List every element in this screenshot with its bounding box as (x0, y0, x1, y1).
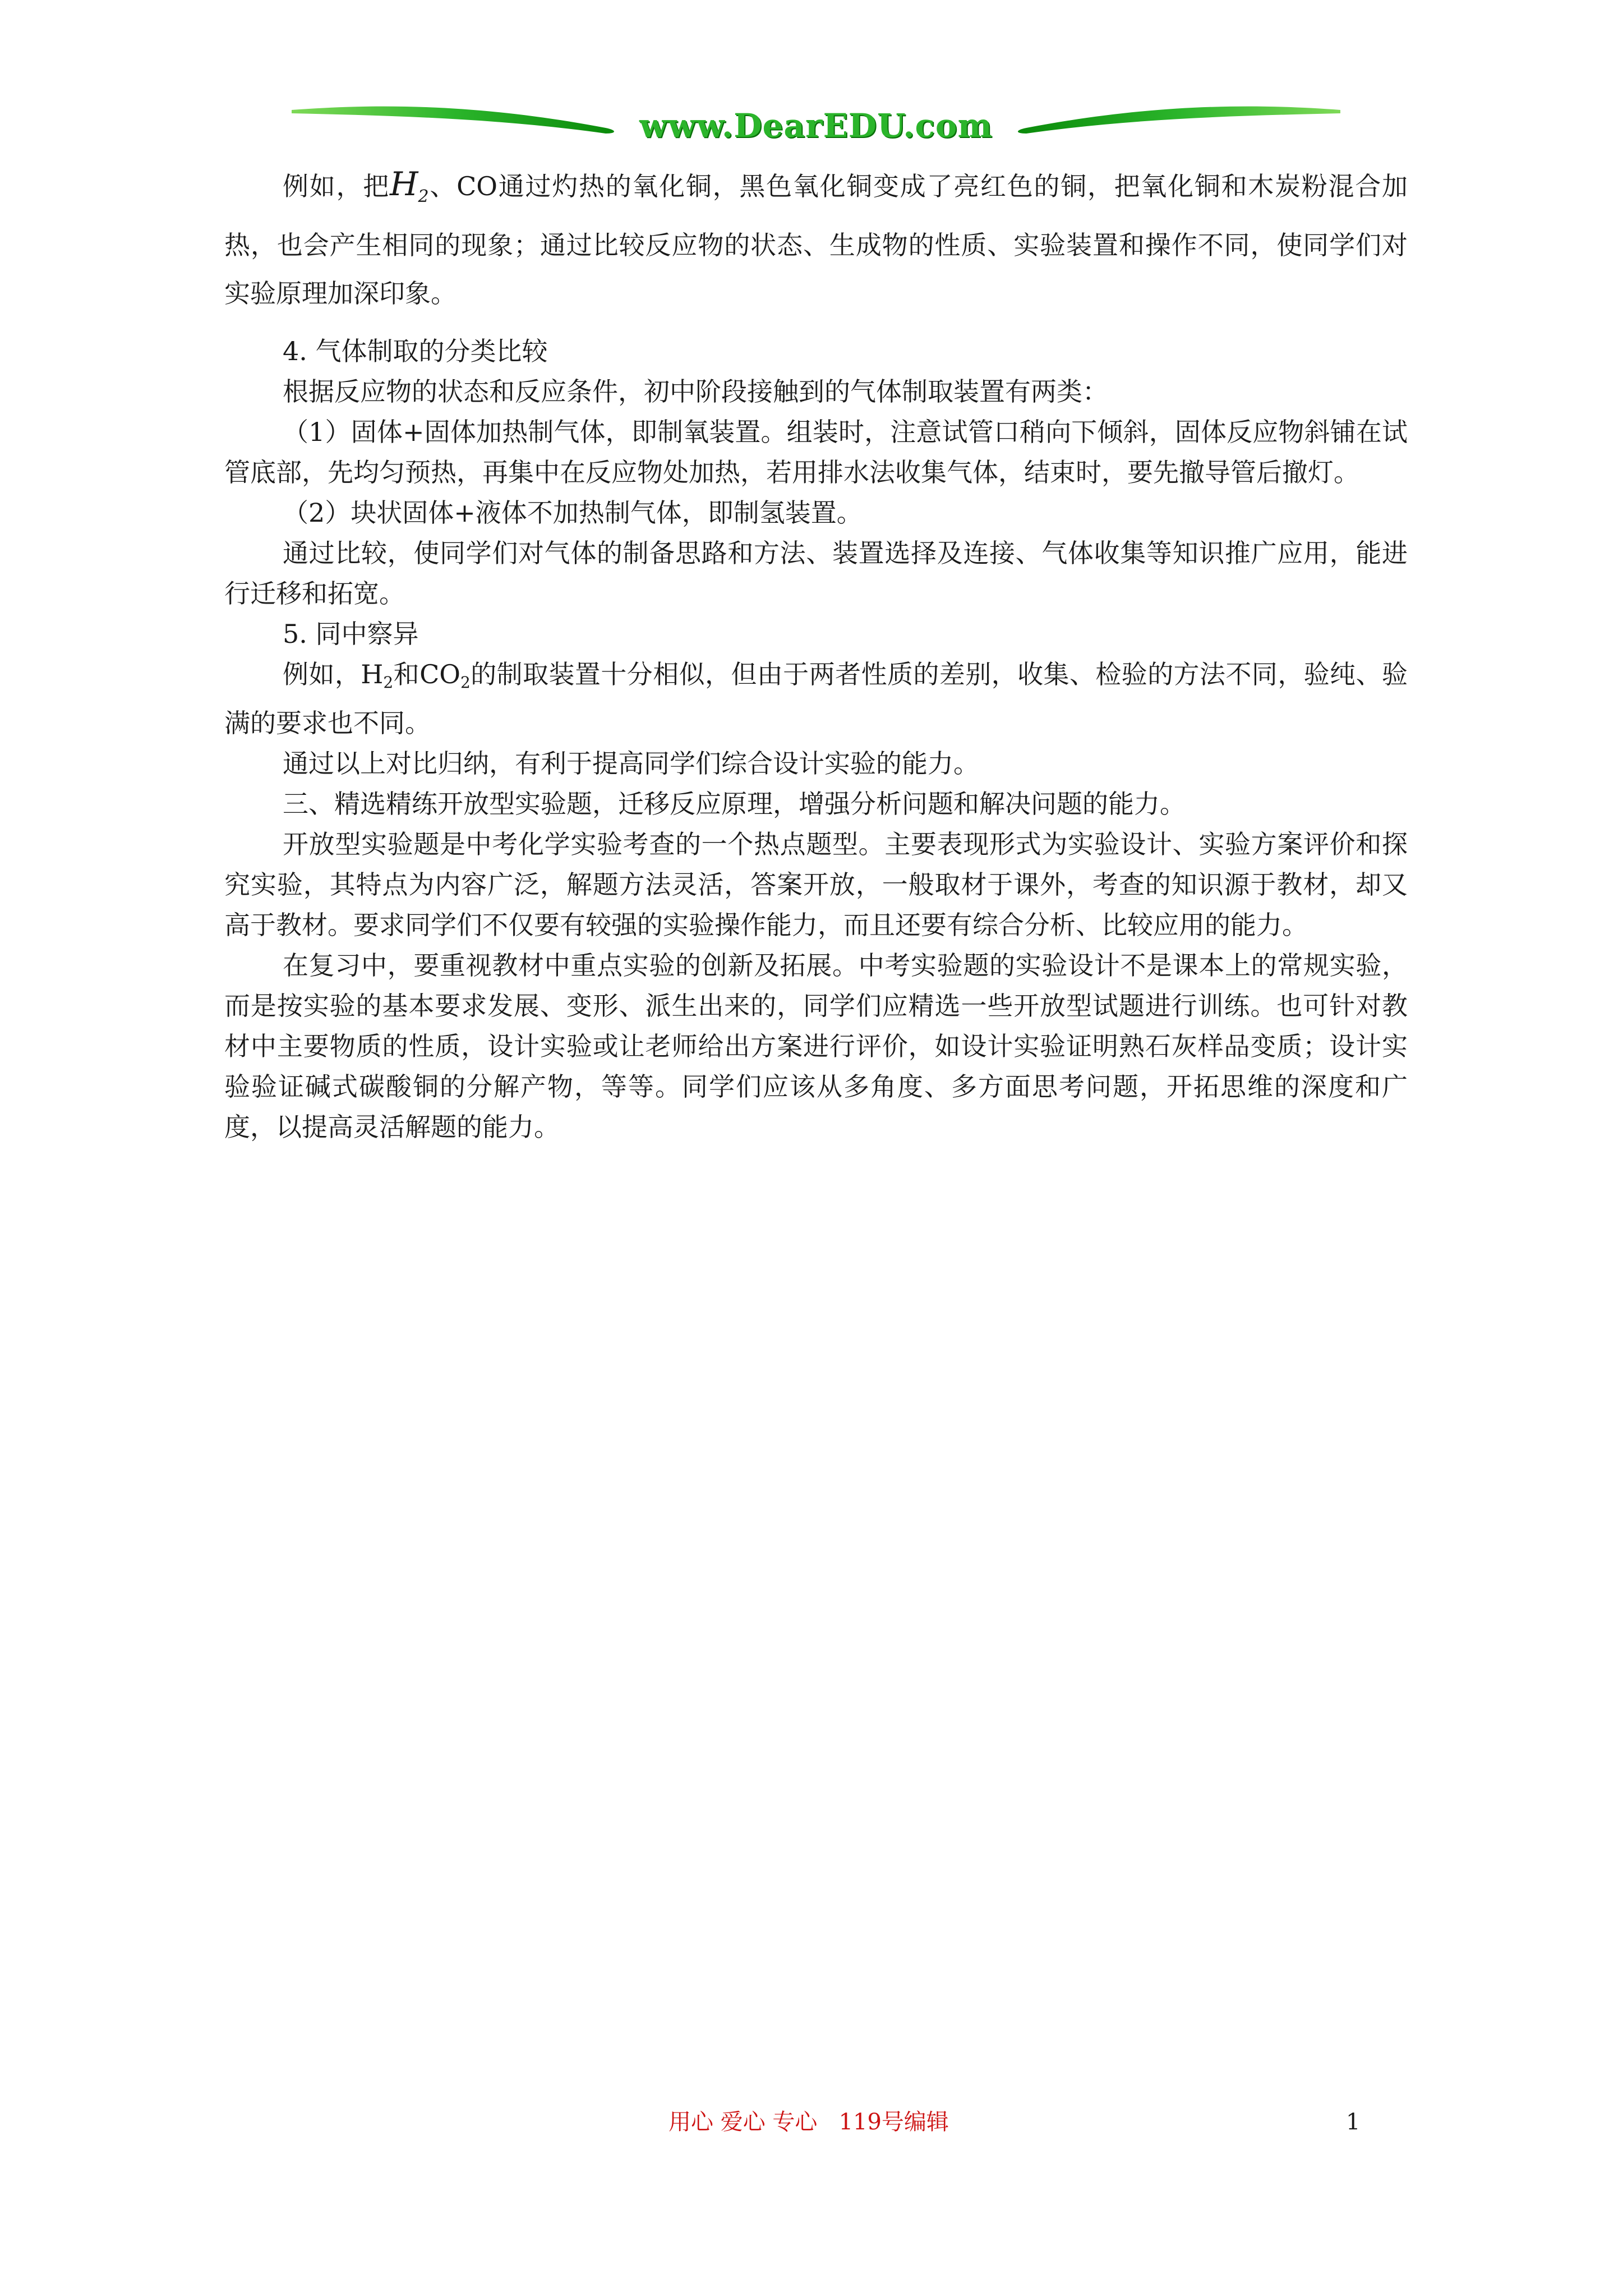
section-heading-3: 三、精选精练开放型实验题，迁移反应原理，增强分析问题和解决问题的能力。 (283, 789, 1186, 819)
paragraph: 通过以上对比归纳，有利于提高同学们综合设计实验的能力。 (283, 748, 979, 779)
header-banner (292, 101, 1340, 151)
paragraph: 根据反应物的状态和反应条件，初中阶段接触到的气体制取装置有两类： (283, 376, 1108, 407)
list-item-1: （1）固体+固体加热制气体，即制氧装置。组装时，注意试管口稍向下倾斜，固体反应物斜铺在试管底部，先均匀预热，再集中在反应物处加热，若用排水法收集气体，结束时，要先撤导管后撤灯。 (224, 417, 1408, 487)
paragraph-formulas: 例如，H2和CO2的制取装置十分相似，但由于两者性质的差别，收集、检验的方法不同，验纯、验满的要求也不同。 (224, 659, 1408, 738)
document-body (224, 160, 1408, 1147)
paragraph-intro: 例如，把$H_2$、CO通过灼热的氧化铜，黑色氧化铜变成了亮红色的铜，把氧化铜和木炭粉混合加热，也会产生相同的现象；通过比较反应物的状态、生成物的性质、实验装置和操作不同，使同学们对实验原理加深印象。 (224, 165, 1408, 309)
paragraph: 开放型实验题是中考化学实验考查的一个热点题型。主要表现形式为实验设计、实验方案评价和探究实验，其特点为内容广泛，解题方法灵活，答案开放，一般取材于课外，考查的知识源于教材，却又高于教材。要求同学们不仅要有较强的实验操作能力，而且还要有综合分析、比较应用的能力。 (224, 829, 1408, 940)
section-heading-4: 4. 气体制取的分类比较 (283, 336, 548, 366)
paragraph: 在复习中，要重视教材中重点实验的创新及拓展。中考实验题的实验设计不是课本上的常规实验，而是按实验的基本要求发展、变形、派生出来的，同学们应精选一些开放型试题进行训练。也可针对教材中主要物质的性质，设计实验或让老师给出方案进行评价，如设计实验证明熟石灰样品变质；设计实验验证碱式碳酸铜的分解产物，等等。同学们应该从多角度、多方面思考问题，开拓思维的深度和广度，以提高灵活解题的能力。 (224, 950, 1408, 1142)
page-number: 1 (1346, 2109, 1361, 2135)
footer-editor-note: 用心 爱心 专心 119号编辑 (668, 2109, 949, 2135)
site-brand-logo: www.DearEDU.com (639, 107, 993, 145)
page-footer (0, 2106, 1623, 2140)
section-heading-5: 5. 同中察异 (283, 619, 419, 649)
list-item-2: （2）块状固体+液体不加热制气体，即制氢装置。 (283, 498, 863, 528)
formula-h2: $H_2$ (389, 165, 429, 206)
paragraph: 通过比较，使同学们对气体的制备思路和方法、装置选择及连接、气体收集等知识推广应用，能进行迁移和拓宽。 (224, 538, 1408, 609)
